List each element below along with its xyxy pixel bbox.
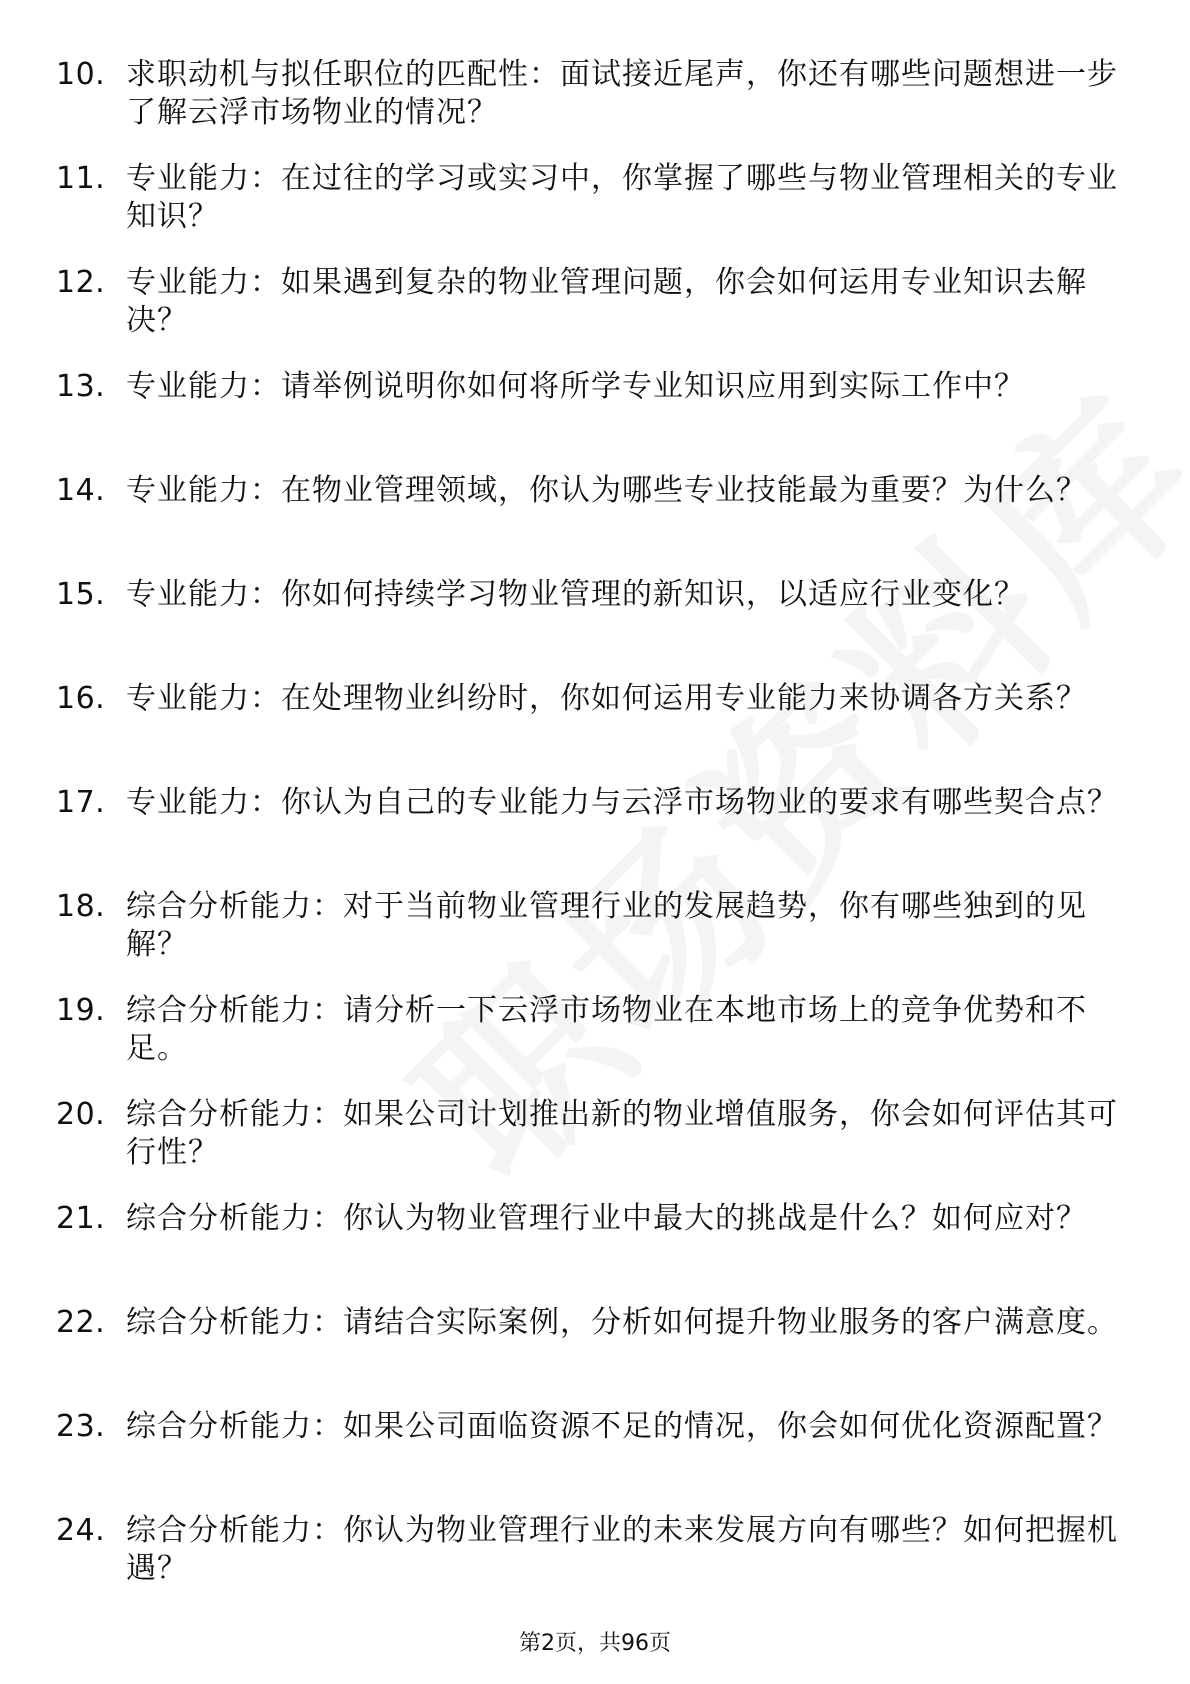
question-item [0, 160, 1190, 264]
question-category: 综合分析能力 [126, 993, 312, 1028]
question-item [0, 56, 1190, 160]
question-item [0, 888, 1190, 992]
question-category: 专业能力 [126, 577, 250, 612]
category-separator: ： [250, 369, 281, 404]
question-body: 在过往的学习或实习中，你掌握了哪些与物业管理相关的专业知识？ [126, 161, 1118, 234]
question-item [0, 1512, 1190, 1616]
question-number: 19. [56, 993, 106, 1028]
category-separator: ： [250, 681, 281, 716]
question-item [0, 1304, 1190, 1408]
category-separator: ： [312, 1513, 343, 1548]
question-number: 12. [56, 265, 106, 300]
question-item [0, 576, 1190, 680]
question-body: 在物业管理领域，你认为哪些专业技能最为重要？为什么？ [281, 473, 1087, 508]
category-separator: ： [312, 1409, 343, 1444]
question-category: 专业能力 [126, 473, 250, 508]
question-body: 你认为自己的专业能力与云浮市场物业的要求有哪些契合点？ [281, 785, 1118, 820]
question-text [126, 56, 1126, 132]
question-number: 20. [56, 1097, 106, 1132]
question-text [126, 1408, 1126, 1446]
question-body: 如果遇到复杂的物业管理问题，你会如何运用专业知识去解决？ [126, 265, 1087, 338]
question-text [126, 1200, 1126, 1238]
question-text [126, 1096, 1126, 1172]
category-separator: ： [250, 265, 281, 300]
question-list [0, 56, 1190, 1616]
category-separator: ： [250, 785, 281, 820]
question-body: 对于当前物业管理行业的发展趋势，你有哪些独到的见解？ [126, 889, 1087, 962]
question-item [0, 1408, 1190, 1512]
question-item [0, 472, 1190, 576]
question-number: 14. [56, 473, 106, 508]
question-number: 11. [56, 161, 106, 196]
question-number: 21. [56, 1201, 106, 1236]
question-category: 综合分析能力 [126, 1513, 312, 1548]
question-body: 请结合实际案例，分析如何提升物业服务的客户满意度。 [343, 1305, 1118, 1340]
question-item [0, 1096, 1190, 1200]
question-category: 综合分析能力 [126, 1305, 312, 1340]
question-category: 求职动机与拟任职位的匹配性 [126, 57, 529, 92]
question-text [126, 888, 1126, 964]
question-category: 专业能力 [126, 161, 250, 196]
question-number: 17. [56, 785, 106, 820]
question-number: 10. [56, 57, 106, 92]
category-separator: ： [250, 161, 281, 196]
question-number: 15. [56, 577, 106, 612]
question-text [126, 1304, 1126, 1342]
question-body: 请分析一下云浮市场物业在本地市场上的竞争优势和不足。 [126, 993, 1087, 1066]
question-number: 13. [56, 369, 106, 404]
question-text [126, 160, 1126, 236]
question-text [126, 784, 1126, 822]
category-separator: ： [312, 993, 343, 1028]
question-category: 专业能力 [126, 369, 250, 404]
question-category: 综合分析能力 [126, 1097, 312, 1132]
category-separator: ： [312, 1097, 343, 1132]
question-item [0, 680, 1190, 784]
category-separator: ： [312, 889, 343, 924]
question-body: 在处理物业纠纷时，你如何运用专业能力来协调各方关系？ [281, 681, 1087, 716]
question-number: 22. [56, 1305, 106, 1340]
question-category: 专业能力 [126, 265, 250, 300]
category-separator: ： [250, 577, 281, 612]
question-item [0, 264, 1190, 368]
question-category: 综合分析能力 [126, 1409, 312, 1444]
question-item [0, 992, 1190, 1096]
category-separator: ： [250, 473, 281, 508]
question-number: 23. [56, 1409, 106, 1444]
question-number: 24. [56, 1513, 106, 1548]
question-item [0, 784, 1190, 888]
question-body: 你认为物业管理行业中最大的挑战是什么？如何应对？ [343, 1201, 1087, 1236]
question-text [126, 368, 1126, 406]
question-category: 专业能力 [126, 785, 250, 820]
question-body: 请举例说明你如何将所学专业知识应用到实际工作中？ [281, 369, 1025, 404]
page-footer: 第2页，共96页 [519, 1631, 671, 1656]
question-body: 如果公司面临资源不足的情况，你会如何优化资源配置？ [343, 1409, 1118, 1444]
category-separator: ： [529, 57, 560, 92]
question-text [126, 992, 1126, 1068]
question-item [0, 368, 1190, 472]
question-body: 面试接近尾声，你还有哪些问题想进一步了解云浮市场物业的情况？ [126, 57, 1118, 130]
question-number: 18. [56, 889, 106, 924]
question-text [126, 472, 1126, 510]
question-number: 16. [56, 681, 106, 716]
question-body: 如果公司计划推出新的物业增值服务，你会如何评估其可行性？ [126, 1097, 1118, 1170]
question-category: 综合分析能力 [126, 889, 312, 924]
question-item [0, 1200, 1190, 1304]
question-category: 专业能力 [126, 681, 250, 716]
category-separator: ： [312, 1305, 343, 1340]
question-text [126, 1512, 1126, 1588]
category-separator: ： [312, 1201, 343, 1236]
question-text [126, 680, 1126, 718]
question-text [126, 264, 1126, 340]
question-text [126, 576, 1126, 614]
question-body: 你认为物业管理行业的未来发展方向有哪些？如何把握机遇？ [126, 1513, 1118, 1586]
question-body: 你如何持续学习物业管理的新知识，以适应行业变化？ [281, 577, 1025, 612]
question-category: 综合分析能力 [126, 1201, 312, 1236]
